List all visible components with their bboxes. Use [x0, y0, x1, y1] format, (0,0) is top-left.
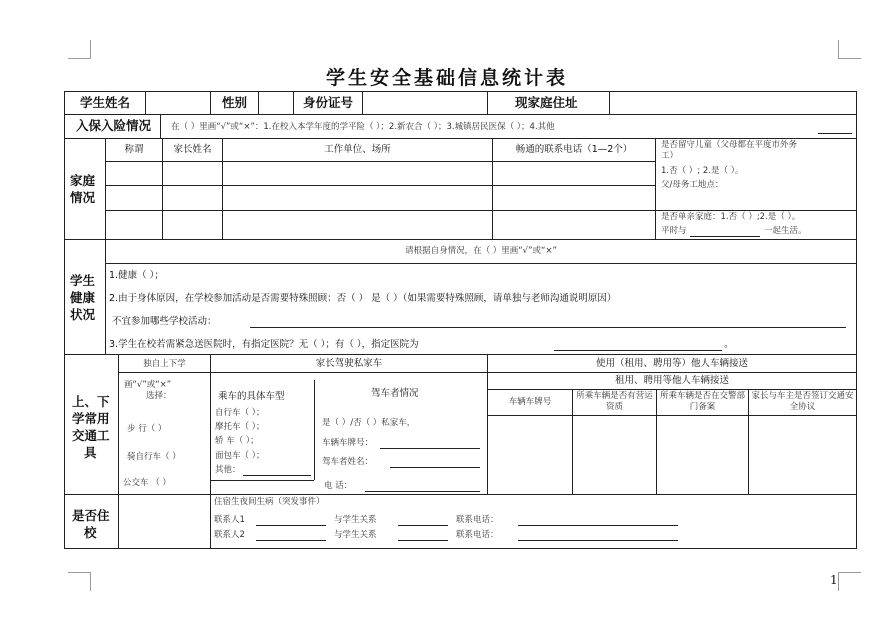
corner-mark-top-left: [68, 40, 91, 59]
left-behind-question: 是否留守儿童（父母都在平度市外务 工）: [661, 140, 798, 161]
corner-mark-bottom-left: [68, 572, 91, 591]
vehicle-other: 其他：: [215, 465, 241, 475]
student-name-field[interactable]: [146, 92, 209, 114]
driver-plate-label: 车辆车牌号：: [322, 438, 374, 448]
corner-mark-top-right: [838, 40, 861, 59]
vehicle-bike: 自行车（ ）；: [215, 408, 265, 418]
id-number-field[interactable]: [363, 92, 486, 114]
driver-name-label: 驾车者姓名：: [322, 457, 374, 467]
driver-phone-label: 电 话：: [324, 481, 353, 491]
contact-2-relation-label: 与学生关系: [334, 530, 377, 540]
other-vehicle-subheader: 租用、聘用等他人车辆接送: [614, 375, 729, 386]
insurance-label: 入保入险情况: [76, 118, 152, 133]
vehicle-other-line[interactable]: [243, 475, 311, 476]
col-operating-license: 所乘车辆是否有营运资质: [576, 391, 653, 412]
contact-1-relation-line[interactable]: [398, 525, 448, 526]
single-parent-live-suffix: 一起生活。: [764, 226, 807, 236]
other-vehicle-header: 使用（租用、聘用等）他人车辆接送: [595, 358, 748, 369]
health-item-3-end: 。: [724, 339, 734, 350]
col-police-record: 所乘车辆是否在交警部门备案: [659, 391, 745, 412]
boarding-note: 住宿生夜间生病（突发事件）: [214, 497, 325, 507]
driver-private-car: 是（ ）/否（ ）私家车，: [322, 418, 416, 428]
col-plate-number: 车辆车牌号: [508, 397, 552, 407]
vehicle-motorcycle: 摩托车（ ）；: [215, 422, 265, 432]
corner-mark-bottom-right: [838, 572, 861, 591]
driver-phone-line[interactable]: [365, 491, 480, 492]
page-title: 学生安全基础信息统计表: [325, 67, 568, 89]
home-address-field[interactable]: [610, 92, 855, 114]
transport-label: 上、下 学常用 交通工 具: [72, 394, 110, 460]
single-parent-live-label: 平时与: [661, 226, 687, 236]
single-parent-live-line[interactable]: [690, 236, 760, 237]
insurance-options: 在（ ）里画“√”或“×”：1.在校入本学年度的学平险（ ）；2.新农合（ ）；3.城镇居民医保（ ）；4.其他: [171, 122, 555, 132]
vehicle-van: 面包车（ ）；: [215, 451, 265, 461]
health-item-3: 3.学生在校若需紧急送医院时，有指定医院？无（ ）；有（ ），指定医院为: [109, 339, 419, 350]
parent-workplace-label: 父/母务工地点：: [661, 180, 724, 190]
health-item-2: 2.由于身体原因，在学校参加活动是否需要特殊照顾：否（ ） 是（ ）（如果需要特殊照顾，请单独与老师沟通说明原因）: [109, 293, 617, 304]
col-workplace: 工作单位、场所: [324, 144, 391, 155]
left-behind-options: 1.否（ ）; 2.是（ ）。: [661, 166, 744, 176]
contact-1-phone-line[interactable]: [518, 525, 678, 526]
health-label: 学生 健康 状况: [70, 273, 96, 322]
insurance-other-line[interactable]: [818, 133, 852, 134]
home-address-label: 现家庭住址: [515, 95, 578, 110]
contact-1-relation-label: 与学生关系: [334, 515, 377, 525]
col-safety-agreement: 家长与车主是否签订交通安全协议: [751, 391, 854, 412]
driver-plate-line[interactable]: [380, 448, 480, 449]
col-phone: 畅通的联系电话（1—2个）: [515, 144, 633, 155]
contact-2-phone-label: 联系电话：: [456, 530, 499, 540]
bus-option: 公交车 （ ）: [123, 478, 171, 488]
driver-info-title: 驾车者情况: [371, 388, 419, 399]
boarding-label: 是否住 校: [72, 508, 110, 540]
col-parent-name: 家长姓名: [173, 144, 212, 155]
vehicle-type-title: 乘车的具体车型: [218, 391, 285, 402]
contact-1-phone-label: 联系电话：: [456, 515, 499, 525]
family-label: 家庭 情况: [70, 173, 96, 205]
contact-2-relation-line[interactable]: [398, 540, 448, 541]
gender-label: 性别: [222, 95, 248, 110]
contact-1-label: 联系人1: [214, 515, 245, 525]
driver-name-line[interactable]: [390, 467, 480, 468]
health-instruction: 请根据自身情况，在（ ）里画“√”或“×”: [405, 246, 557, 256]
id-number-label: 身份证号: [303, 95, 354, 110]
contact-2-name-line[interactable]: [256, 540, 326, 541]
parent-drive-header: 家长驾驶私家车: [315, 358, 383, 369]
health-item-2b: 不宜参加哪些学校活动：: [112, 316, 217, 327]
bike-option: 骑自行车（ ）: [127, 452, 181, 462]
restricted-activities-line[interactable]: [250, 327, 846, 328]
single-parent-question: 是否单亲家庭：1.否（ ）;2.是（ ）。: [661, 212, 801, 222]
gender-field[interactable]: [259, 92, 292, 114]
page-number: 1: [830, 573, 838, 587]
contact-1-name-line[interactable]: [256, 525, 326, 526]
student-name-label: 学生姓名: [80, 95, 131, 110]
vehicle-car: 轿 车（ ）；: [215, 436, 259, 446]
contact-2-phone-line[interactable]: [518, 540, 678, 541]
contact-2-label: 联系人2: [214, 530, 245, 540]
designated-hospital-line[interactable]: [554, 350, 722, 351]
walk-option: 步 行（ ）: [127, 424, 167, 434]
health-item-1: 1.健康（ ）；: [109, 270, 164, 281]
self-commute-header: 独自上下学: [143, 359, 186, 369]
self-commute-instruction: 画“√”或“×” 选择：: [124, 380, 172, 401]
col-relation: 称谓: [124, 144, 144, 155]
